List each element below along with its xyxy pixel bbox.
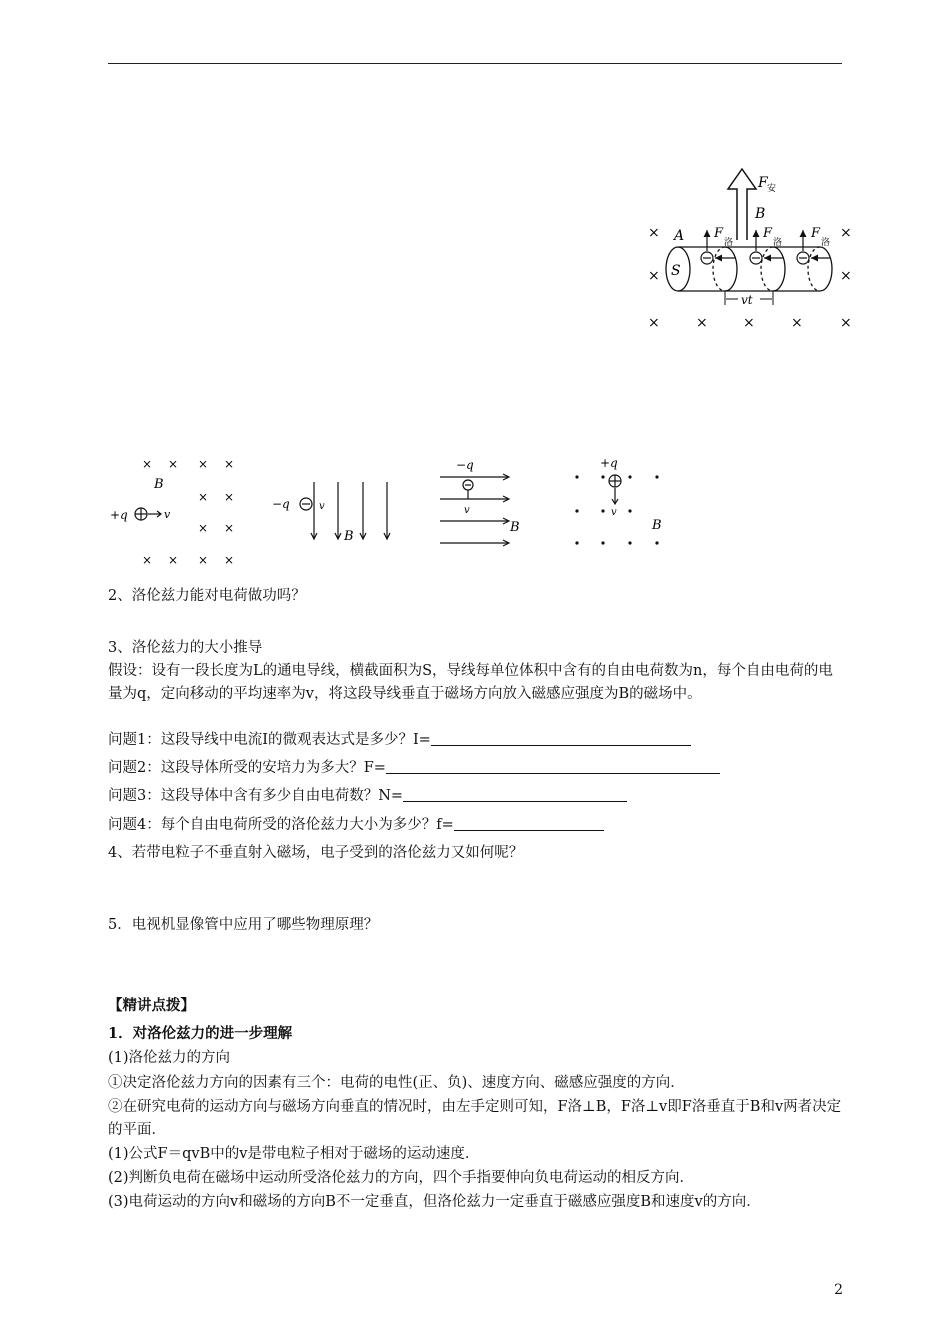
problem-2-text: 问题2：这段导体所受的安培力为多大？F= [108, 760, 386, 776]
cross-mark: × [743, 315, 755, 331]
answer-blank-1[interactable] [431, 730, 691, 746]
v-label: v [464, 505, 470, 516]
cross-mark: × [224, 521, 235, 535]
cross-mark: × [840, 268, 852, 284]
problem-1-text: 问题1：这段导线中电流I的微观表达式是多少？I= [108, 732, 431, 748]
ampere-force-arrow [728, 169, 756, 240]
explain-line: ①决定洛伦兹力方向的因素有三个：电荷的电性(正、负)、速度方向、磁感应强度的方向． [108, 1075, 685, 1091]
explain-subheading: 1．对洛伦兹力的进一步理解 [108, 1025, 293, 1042]
fig-negative-charge-down-field [270, 478, 400, 548]
cross-mark: × [791, 315, 803, 331]
charge-label: −q [456, 458, 474, 472]
question-5: 5．电视机显像管中应用了哪些物理原理？ [108, 917, 379, 933]
question-4: 4、若带电粒子不垂直射入磁场，电子受到的洛伦兹力又如何呢？ [108, 845, 524, 861]
question-3-assumption: 假设：设有一段长度为L的通电导线，横截面积为S，导线每单位体积中含有的自由电荷数为n，每个自由电荷的电量为q，定向移动的平均速率为v，将这段导线垂直于磁场方向放入磁感应强度为B的磁场中。 [108, 663, 833, 702]
explain-heading: 【精讲点拨】 [108, 997, 195, 1014]
answer-blank-2[interactable] [386, 758, 720, 774]
cross-mark: × [224, 490, 235, 504]
F-luo-sub: 洛 [724, 238, 734, 248]
positive-charge [609, 475, 621, 504]
problem-2 [108, 757, 720, 779]
explain-paragraph: (3)电荷运动的方向v和磁场的方向B不一定垂直，但洛伦兹力一定垂直于磁感应强度B和速度v的方向． [108, 1194, 761, 1210]
explain-line: (1)公式F＝qvB中的v是带电粒子相对于磁场的运动速度． [108, 1146, 480, 1162]
F-an-sub: 安 [767, 184, 777, 194]
cross-mark: × [840, 225, 852, 241]
cross-mark: × [198, 553, 209, 567]
cross-mark: × [142, 457, 153, 471]
explain-line: (2)判断负电荷在磁场中运动所受洛伦兹力的方向，四个手指要伸向负电荷运动的相反方向． [108, 1170, 695, 1186]
cross-mark: × [648, 268, 660, 284]
B-label: B [510, 520, 520, 535]
field-lines-right [440, 474, 509, 546]
v-label: v [319, 501, 325, 512]
S-label: S [671, 263, 681, 279]
cross-mark: × [198, 521, 209, 535]
cross-mark: × [648, 315, 660, 331]
A-label: A [674, 228, 685, 244]
charge-label: −q [272, 497, 290, 511]
F-an-label: F [758, 175, 768, 191]
B-label: B [652, 518, 662, 533]
F-luo-label: F [714, 226, 724, 241]
problem-4 [108, 814, 604, 836]
v-label: v [164, 508, 171, 521]
problem-3-text: 问题3：这段导体中含有多少自由电荷数？N= [108, 788, 404, 804]
explain-paragraph: ②在研究电荷的运动方向与磁场方向垂直的情况时，由左手定则可知，F洛⊥B，F洛⊥v即F洛垂直于B和v两者决定的平面． [108, 1099, 842, 1138]
answer-blank-3[interactable] [403, 786, 627, 802]
charge-label: +q [600, 456, 618, 470]
cross-mark: × [198, 457, 209, 471]
cross-mark: × [142, 553, 153, 567]
cross-mark: × [224, 553, 235, 567]
fig-positive-charge-in-field [108, 452, 248, 572]
cross-mark: × [648, 225, 660, 241]
vt-label: vt [741, 293, 753, 307]
cross-mark: × [224, 457, 235, 471]
F-luo-sub: 洛 [773, 238, 783, 248]
problem-1 [108, 729, 691, 751]
positive-charge [135, 508, 161, 520]
cross-mark: × [198, 490, 209, 504]
F-luo-label: F [811, 226, 821, 241]
F-luo-label: F [763, 226, 773, 241]
question-2: 2、洛伦兹力能对电荷做功吗？ [108, 588, 306, 604]
v-label: v [611, 507, 617, 518]
charge-label: +q [110, 508, 128, 522]
field-dots [575, 475, 658, 544]
cross-mark: × [168, 553, 179, 567]
explain-line: (1)洛伦兹力的方向 [108, 1050, 231, 1066]
B-label: B [344, 529, 354, 544]
page-number: 2 [834, 1282, 843, 1298]
question-3-title: 3、洛伦兹力的大小推导 [108, 640, 263, 656]
cross-mark: × [696, 315, 708, 331]
problem-3 [108, 785, 627, 807]
cross-mark: × [168, 457, 179, 471]
cross-mark: × [840, 315, 852, 331]
answer-blank-4[interactable] [454, 815, 604, 831]
B-label: B [755, 206, 766, 222]
F-luo-sub: 洛 [821, 238, 831, 248]
conductor-lorentz-figure [640, 165, 860, 335]
fig-positive-charge-out-field [570, 455, 670, 550]
problem-4-text: 问题4：每个自由电荷所受的洛伦兹力大小为多少？f= [108, 817, 454, 833]
header-rule [108, 63, 842, 64]
fig-negative-charge-right-field [438, 455, 558, 555]
B-label: B [154, 477, 164, 492]
